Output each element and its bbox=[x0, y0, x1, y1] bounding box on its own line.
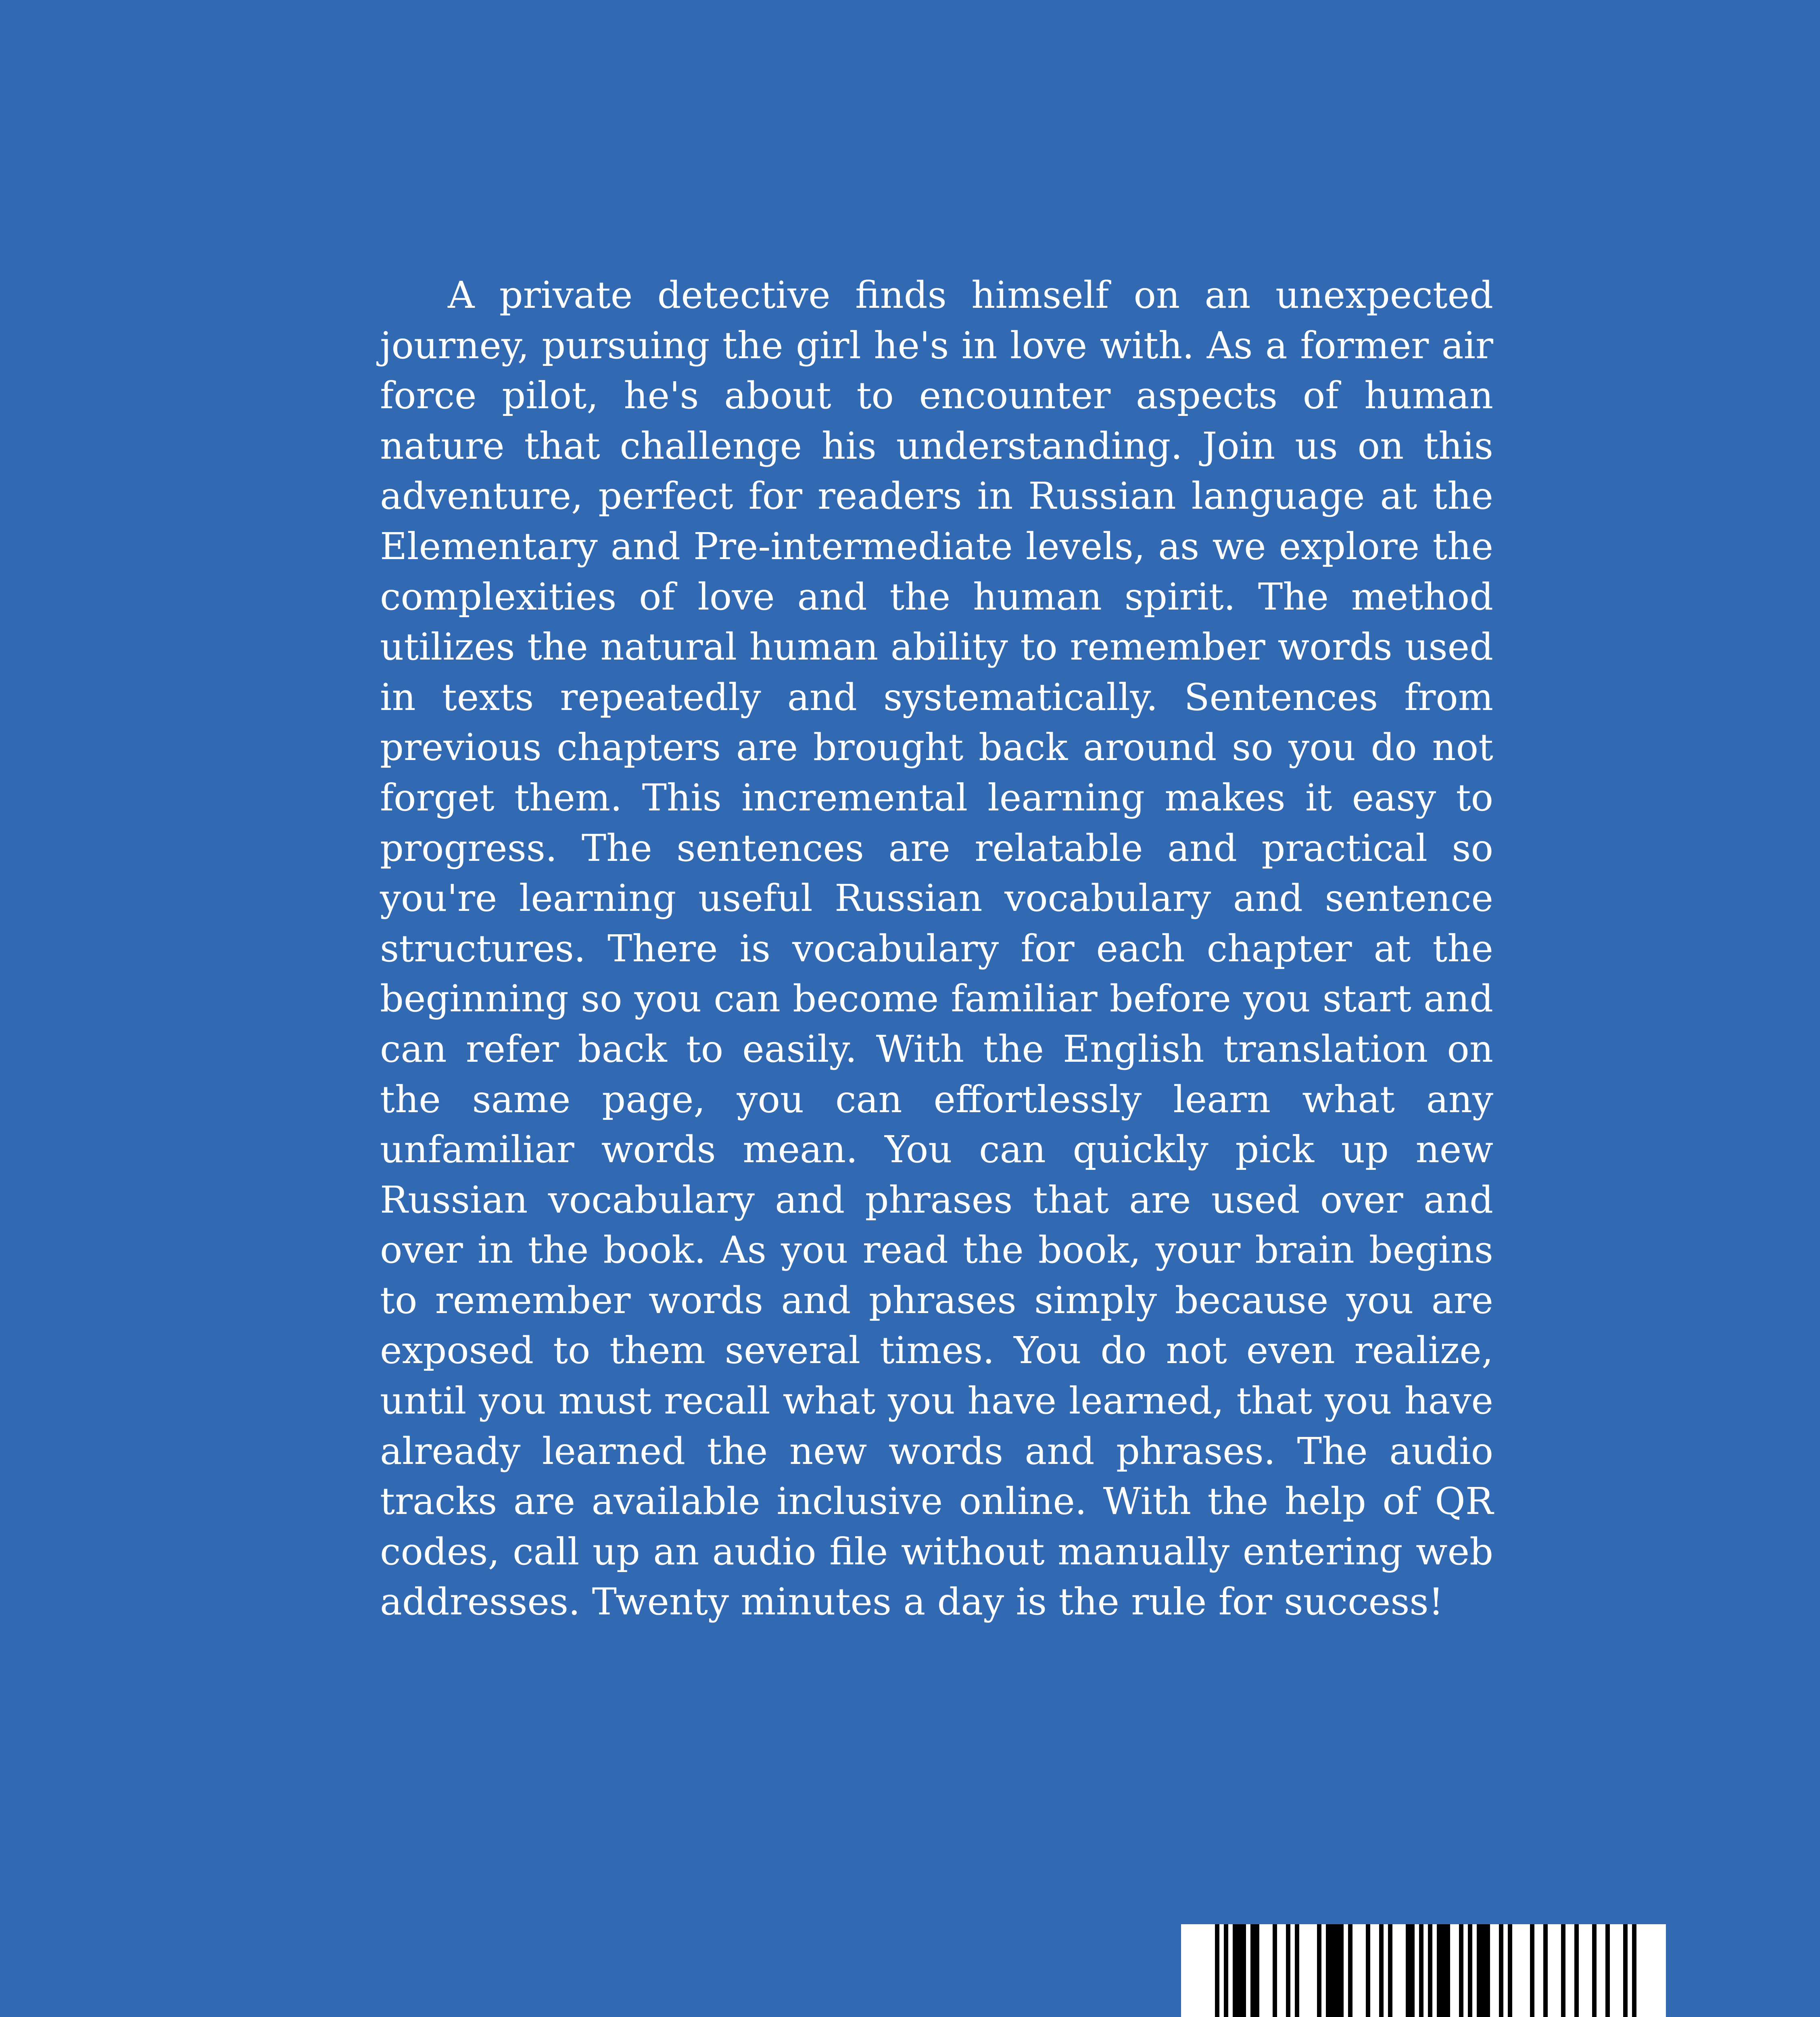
back-cover-blurb: A private detective finds himself on an unexpected journey, pursuing the girl he's in love with. As a former air force pilot, he's about to encounter aspects of human nature that challenge his understanding. Join us on this adventure, perfect for readers in Russian language at the Elementary and Pre-intermediate levels, as we explore the complexities of love and the human spirit. The method utilizes the natural human ability to remember words used in texts repeatedly and systematically. Sentences from previous chapters are brought back around so you do not forget them. This incremental learning makes it easy to progress. The sentences are relatable and practical so you're learning useful Russian vocabulary and sentence structures. There is vocabulary for each chapter at the beginning so you can become familiar before you start and can refer back to easily. With the English translation on the same page, you can effortlessly learn what any unfamiliar words mean. You can quickly pick up new Russian vocabulary and phrases that are used over and over in the book. As you read the book, your brain begins to remember words and phrases simply because you are exposed to them several times. You do not even realize, until you must recall what you have learned, that you have already learned the new words and phrases. The audio tracks are available inclusive online. With the help of QR codes, call up an audio file without manually entering web addresses. Twenty minutes a day is the rule for success! bbox=[380, 274, 1493, 1624]
barcode-bar bbox=[1441, 1924, 1446, 2017]
barcode-bar bbox=[1428, 1924, 1432, 2017]
barcode-bar bbox=[1530, 1924, 1534, 2017]
barcode-bar bbox=[1286, 1924, 1290, 2017]
barcode-bar bbox=[1592, 1924, 1597, 2017]
barcode-bar bbox=[1224, 1924, 1228, 2017]
barcode-bar bbox=[1215, 1924, 1219, 2017]
barcode-bars bbox=[1181, 1924, 1666, 2017]
barcode-bar bbox=[1410, 1924, 1415, 2017]
barcode-bar bbox=[1419, 1924, 1423, 2017]
isbn-barcode bbox=[1181, 1924, 1666, 2017]
barcode-bar bbox=[1379, 1924, 1384, 2017]
barcode-bar bbox=[1543, 1924, 1548, 2017]
barcode-bar bbox=[1499, 1924, 1503, 2017]
barcode-bar bbox=[1486, 1924, 1490, 2017]
barcode-bar bbox=[1574, 1924, 1579, 2017]
barcode-bar bbox=[1468, 1924, 1472, 2017]
barcode-bar bbox=[1233, 1924, 1237, 2017]
barcode-bar bbox=[1317, 1924, 1321, 2017]
barcode-bar bbox=[1330, 1924, 1335, 2017]
barcode-bar bbox=[1623, 1924, 1628, 2017]
barcode-bar bbox=[1388, 1924, 1392, 2017]
barcode-bar bbox=[1437, 1924, 1441, 2017]
barcode-bar bbox=[1237, 1924, 1242, 2017]
barcode-bar bbox=[1508, 1924, 1512, 2017]
barcode-bar bbox=[1459, 1924, 1463, 2017]
barcode-bar bbox=[1605, 1924, 1610, 2017]
barcode-bar bbox=[1477, 1924, 1481, 2017]
barcode-bar bbox=[1446, 1924, 1450, 2017]
barcode-bar bbox=[1326, 1924, 1330, 2017]
barcode-bar bbox=[1481, 1924, 1486, 2017]
barcode-bar bbox=[1632, 1924, 1636, 2017]
barcode-bar bbox=[1366, 1924, 1370, 2017]
barcode-bar bbox=[1255, 1924, 1259, 2017]
barcode-bar bbox=[1348, 1924, 1352, 2017]
barcode-bar bbox=[1273, 1924, 1277, 2017]
barcode-bar bbox=[1406, 1924, 1410, 2017]
barcode-bar bbox=[1339, 1924, 1344, 2017]
barcode-bar bbox=[1561, 1924, 1565, 2017]
barcode-bar bbox=[1250, 1924, 1255, 2017]
barcode-bar bbox=[1242, 1924, 1246, 2017]
barcode-bar bbox=[1335, 1924, 1339, 2017]
barcode-bar bbox=[1295, 1924, 1299, 2017]
